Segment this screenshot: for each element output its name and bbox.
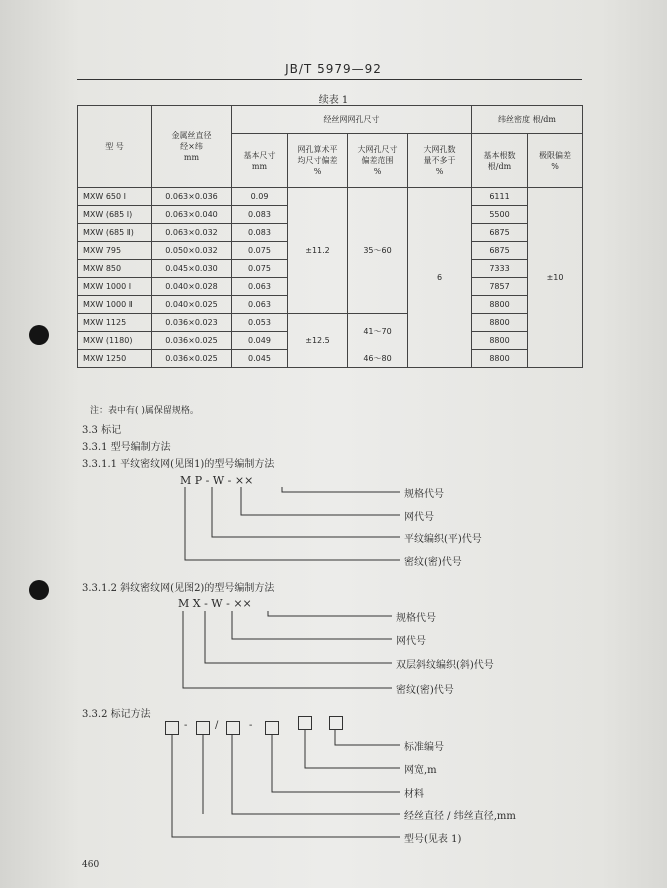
- table-note: 注：表中有( )属保留规格。: [90, 406, 199, 416]
- cell-size: 0.075: [232, 242, 288, 260]
- cell-avg-deviation: ±12.5: [288, 314, 348, 368]
- cell-size: 0.045: [232, 350, 288, 368]
- section-heading: 3.3.1 型号编制方法: [82, 442, 171, 453]
- page-header: JB/T 5979—92: [285, 62, 382, 76]
- header-weft-density-group: 纬丝密度 根/dm: [472, 106, 583, 134]
- cell-diameter: 0.063×0.036: [152, 188, 232, 206]
- cell-count: 7857: [472, 278, 528, 296]
- separator: -: [249, 720, 253, 731]
- section-heading: 3.3 标记: [82, 425, 122, 436]
- header-model: 型 号: [78, 106, 152, 188]
- cell-size: 0.083: [232, 206, 288, 224]
- code-label: 双层斜纹编织(斜)代号: [396, 660, 494, 671]
- marking-label: 网宽,m: [404, 765, 437, 776]
- cell-diameter: 0.045×0.030: [152, 260, 232, 278]
- cell-model: MXW (685 Ⅱ): [78, 224, 152, 242]
- header-limit-deviation: 极限偏差 %: [528, 134, 583, 188]
- separator: -: [184, 720, 188, 731]
- cell-diameter: 0.050×0.032: [152, 242, 232, 260]
- code-label: 网代号: [396, 636, 426, 647]
- cell-size: 0.053: [232, 314, 288, 332]
- section-heading: 3.3.1.1 平纹密纹网(见图1)的型号编制方法: [82, 459, 275, 470]
- cell-size: 0.083: [232, 224, 288, 242]
- cell-model: MXW 1000 Ⅰ: [78, 278, 152, 296]
- cell-size: 0.075: [232, 260, 288, 278]
- cell-diameter: 0.063×0.040: [152, 206, 232, 224]
- cell-count: 8800: [472, 314, 528, 332]
- cell-model: MXW 650 Ⅰ: [78, 188, 152, 206]
- header-mesh-size-group: 经丝网网孔尺寸: [232, 106, 472, 134]
- section-heading: 3.3.2 标记方法: [82, 709, 151, 720]
- code-label: 规格代号: [396, 613, 436, 624]
- cell-large-range: 35～60: [348, 188, 408, 314]
- header-basic-size: 基本尺寸 mm: [232, 134, 288, 188]
- code-label: 规格代号: [404, 489, 444, 500]
- page-number: 460: [82, 860, 100, 870]
- cell-diameter: 0.063×0.032: [152, 224, 232, 242]
- cell-size: 0.063: [232, 278, 288, 296]
- cell-large-range: 46～80: [348, 350, 408, 368]
- cell-avg-deviation: ±11.2: [288, 188, 348, 314]
- header-large-count: 大网孔数 量不多于 %: [408, 134, 472, 188]
- code-label: 密纹(密)代号: [404, 557, 462, 568]
- cell-count: 8800: [472, 296, 528, 314]
- cell-diameter: 0.040×0.028: [152, 278, 232, 296]
- cell-large-count: 6: [408, 188, 472, 368]
- cell-size: 0.09: [232, 188, 288, 206]
- cell-count: 6875: [472, 242, 528, 260]
- cell-model: MXW 1250: [78, 350, 152, 368]
- cell-model: MXW 795: [78, 242, 152, 260]
- cell-count: 5500: [472, 206, 528, 224]
- separator: /: [215, 720, 219, 731]
- cell-diameter: 0.036×0.025: [152, 332, 232, 350]
- cell-large-range: 41～70: [348, 314, 408, 350]
- cell-size: 0.049: [232, 332, 288, 350]
- cell-count: 8800: [472, 332, 528, 350]
- code-label: 平纹编织(平)代号: [404, 534, 482, 545]
- marking-label: 标准编号: [404, 742, 444, 753]
- marking-label: 型号(见表 1): [404, 834, 462, 845]
- cell-count: 7333: [472, 260, 528, 278]
- marking-label: 经丝直径 / 纬丝直径,mm: [404, 811, 516, 822]
- cell-size: 0.063: [232, 296, 288, 314]
- header-basic-count: 基本根数 根/dm: [472, 134, 528, 188]
- cell-count: 6111: [472, 188, 528, 206]
- header-wire-diameter: 金属丝直径 经×纬 mm: [152, 106, 232, 188]
- marking-label: 材料: [404, 789, 424, 800]
- cell-diameter: 0.036×0.023: [152, 314, 232, 332]
- cell-limit-deviation: ±10: [528, 188, 583, 368]
- cell-count: 8800: [472, 350, 528, 368]
- cell-diameter: 0.036×0.025: [152, 350, 232, 368]
- cell-model: MXW (1180): [78, 332, 152, 350]
- table-caption: 续表 1: [318, 95, 349, 106]
- code-label: 密纹(密)代号: [396, 685, 454, 696]
- cell-model: MXW 1125: [78, 314, 152, 332]
- header-large-range: 大网孔尺寸 偏差范围 %: [348, 134, 408, 188]
- code-label: 网代号: [404, 512, 434, 523]
- cell-model: MXW 1000 Ⅱ: [78, 296, 152, 314]
- cell-diameter: 0.040×0.025: [152, 296, 232, 314]
- model-code: M P - W - ××: [180, 474, 254, 487]
- model-code: M X - W - ××: [178, 597, 252, 610]
- cell-model: MXW 850: [78, 260, 152, 278]
- header-avg-deviation: 网孔算术平 均尺寸偏差 %: [288, 134, 348, 188]
- cell-model: MXW (685 Ⅰ): [78, 206, 152, 224]
- cell-count: 6875: [472, 224, 528, 242]
- section-heading: 3.3.1.2 斜纹密纹网(见图2)的型号编制方法: [82, 583, 275, 594]
